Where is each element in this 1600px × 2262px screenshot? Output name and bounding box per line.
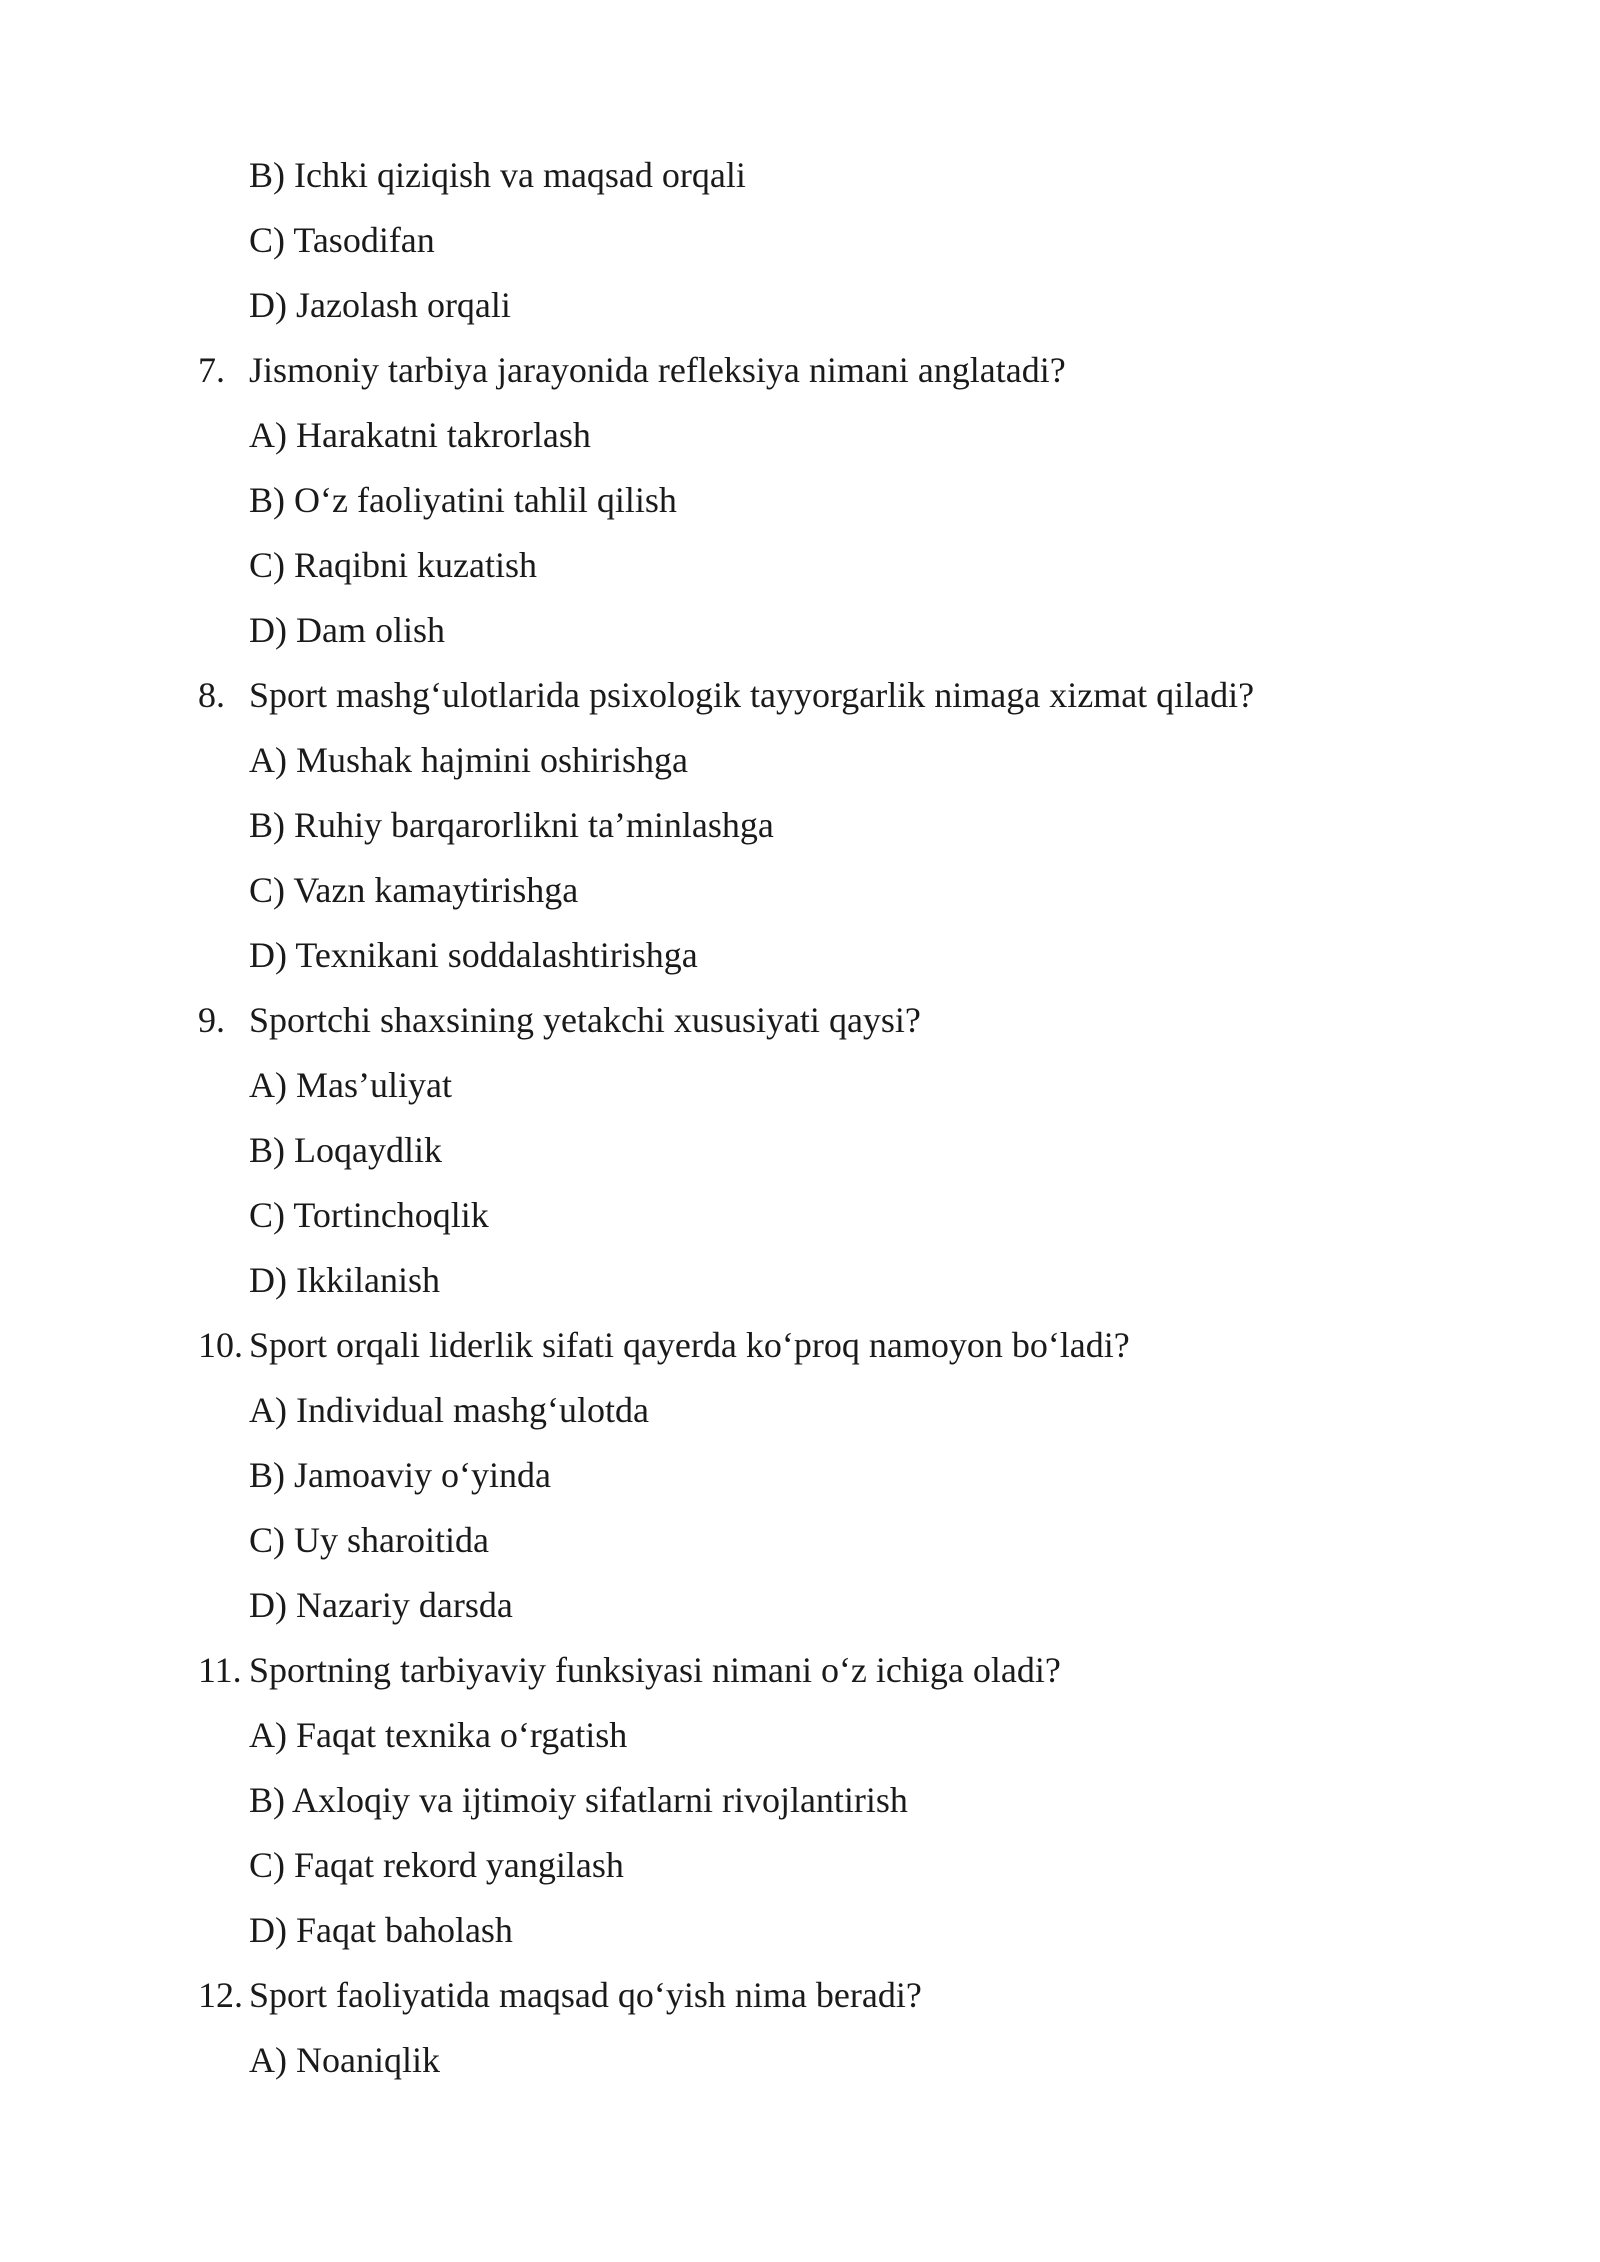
answer-option bbox=[0, 1253, 1600, 1318]
answer-option bbox=[0, 538, 1600, 603]
answer-text: D) Texnikani soddalashtirishga bbox=[249, 935, 698, 975]
answer-option bbox=[0, 408, 1600, 473]
answer-text: C) Faqat rekord yangilash bbox=[249, 1845, 624, 1885]
answer-text: C) Uy sharoitida bbox=[249, 1520, 489, 1560]
answer-text: D) Ikkilanish bbox=[249, 1260, 440, 1300]
question-text: Sportning tarbiyaviy funksiyasi nimani o‘z ichiga oladi? bbox=[249, 1650, 1061, 1690]
answer-text: B) Ichki qiziqish va maqsad orqali bbox=[249, 155, 746, 195]
question-item bbox=[0, 668, 1600, 733]
question-item bbox=[0, 343, 1600, 408]
answer-option bbox=[0, 1188, 1600, 1253]
question-text: Jismoniy tarbiya jarayonida refleksiya nimani anglatadi? bbox=[249, 350, 1066, 390]
answer-text: C) Raqibni kuzatish bbox=[249, 545, 537, 585]
answer-text: A) Noaniqlik bbox=[249, 2040, 440, 2080]
answer-option bbox=[0, 1903, 1600, 1968]
answer-option bbox=[0, 473, 1600, 538]
answer-option bbox=[0, 1773, 1600, 1838]
answer-text: A) Faqat texnika o‘rgatish bbox=[249, 1715, 628, 1755]
answer-option bbox=[0, 1058, 1600, 1123]
answer-text: B) Axloqiy va ijtimoiy sifatlarni rivojlantirish bbox=[249, 1780, 908, 1820]
answer-text: A) Mas’uliyat bbox=[249, 1065, 452, 1105]
answer-option bbox=[0, 148, 1600, 213]
answer-text: B) Jamoaviy o‘yinda bbox=[249, 1455, 551, 1495]
question-item bbox=[0, 1318, 1600, 1383]
question-text: Sport mashg‘ulotlarida psixologik tayyorgarlik nimaga xizmat qiladi? bbox=[249, 675, 1255, 715]
question-number: 9. bbox=[198, 1000, 225, 1040]
question-item bbox=[0, 1643, 1600, 1708]
answer-option bbox=[0, 863, 1600, 928]
question-text: Sport orqali liderlik sifati qayerda ko‘proq namoyon bo‘ladi? bbox=[249, 1325, 1130, 1365]
question-item bbox=[0, 1968, 1600, 2033]
question-number: 12. bbox=[198, 1975, 243, 2015]
answer-option bbox=[0, 733, 1600, 798]
answer-option bbox=[0, 1383, 1600, 1448]
answer-option bbox=[0, 1513, 1600, 1578]
answer-text: C) Tasodifan bbox=[249, 220, 435, 260]
question-text: Sport faoliyatida maqsad qo‘yish nima beradi? bbox=[249, 1975, 922, 2015]
answer-text: B) Loqaydlik bbox=[249, 1130, 442, 1170]
answer-text: D) Dam olish bbox=[249, 610, 445, 650]
question-number: 7. bbox=[198, 350, 225, 390]
answer-option bbox=[0, 798, 1600, 863]
answer-option bbox=[0, 928, 1600, 993]
answer-text: D) Faqat baholash bbox=[249, 1910, 513, 1950]
question-text: Sportchi shaxsining yetakchi xususiyati qaysi? bbox=[249, 1000, 921, 1040]
answer-option bbox=[0, 1448, 1600, 1513]
answer-option bbox=[0, 1838, 1600, 1903]
answer-option bbox=[0, 1578, 1600, 1643]
answer-option bbox=[0, 278, 1600, 343]
question-number: 11. bbox=[198, 1650, 242, 1690]
question-number: 8. bbox=[198, 675, 225, 715]
answer-option bbox=[0, 1123, 1600, 1188]
answer-text: A) Mushak hajmini oshirishga bbox=[249, 740, 688, 780]
answer-text: A) Harakatni takrorlash bbox=[249, 415, 591, 455]
answer-option bbox=[0, 1708, 1600, 1773]
answer-text: C) Tortinchoqlik bbox=[249, 1195, 489, 1235]
answer-text: A) Individual mashg‘ulotda bbox=[249, 1390, 649, 1430]
answer-text: D) Jazolash orqali bbox=[249, 285, 511, 325]
answer-option bbox=[0, 603, 1600, 668]
question-number: 10. bbox=[198, 1325, 243, 1365]
question-list bbox=[0, 148, 1600, 2098]
answer-option bbox=[0, 2033, 1600, 2098]
answer-text: B) O‘z faoliyatini tahlil qilish bbox=[249, 480, 677, 520]
answer-text: B) Ruhiy barqarorlikni ta’minlashga bbox=[249, 805, 774, 845]
answer-text: C) Vazn kamaytirishga bbox=[249, 870, 579, 910]
question-item bbox=[0, 993, 1600, 1058]
answer-text: D) Nazariy darsda bbox=[249, 1585, 513, 1625]
answer-option bbox=[0, 213, 1600, 278]
